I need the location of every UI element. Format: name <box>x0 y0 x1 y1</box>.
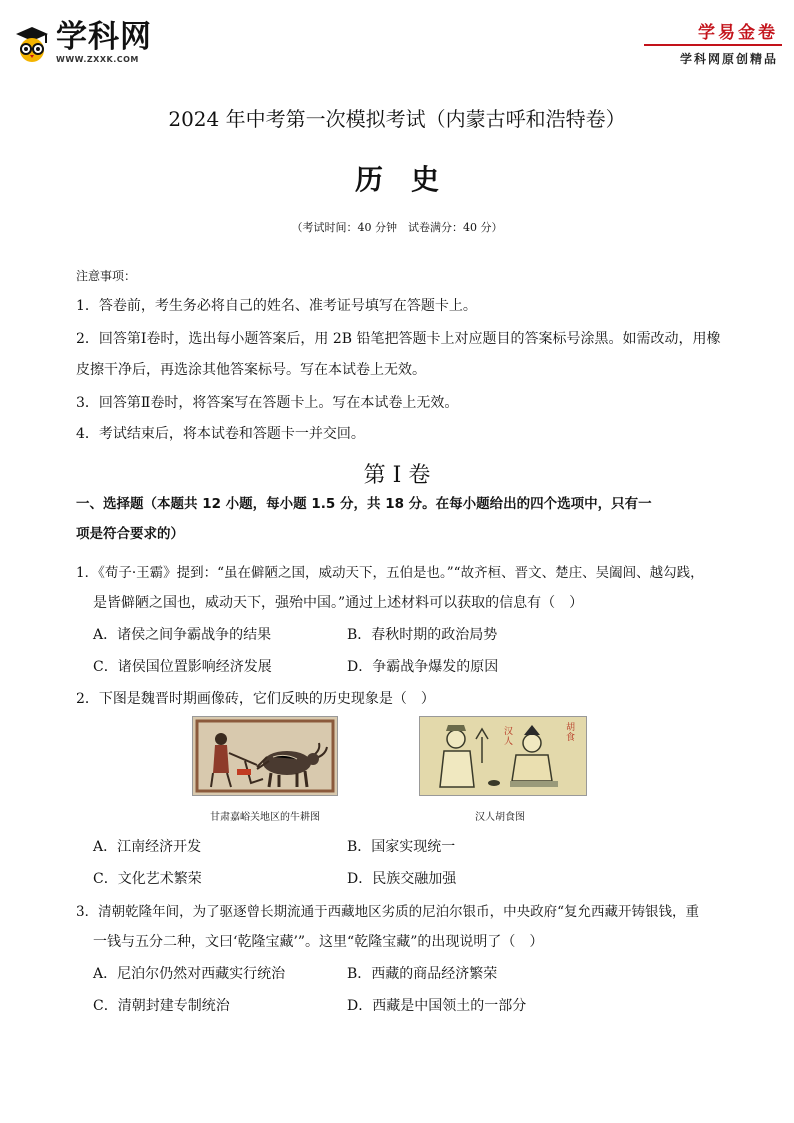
brand-subtitle: 学科网原创精品 <box>679 52 778 66</box>
brand-divider <box>644 44 782 46</box>
brand-title: 学易金卷 <box>698 23 778 43</box>
image-label-han-people: 汉人 <box>504 727 514 747</box>
ox-plowing-brick-image <box>192 716 338 796</box>
note-item: 1．答卷前，考生务必将自己的姓名、准考证号填写在答题卡上。 <box>76 298 477 314</box>
question-3-stem: 3．清朝乾隆年间，为了驱逐曾长期流通于西藏地区劣质的尼泊尔银币，中央政府“复允西藏开铸银钱，重 <box>76 904 699 920</box>
section-instruction-continued: 项是符合要求的） <box>76 526 184 542</box>
note-item: 4．考试结束后，将本试卷和答题卡一并交回。 <box>76 426 365 442</box>
question-2-option-a[interactable]: A．江南经济开发 <box>93 839 202 855</box>
question-1-stem-continued: 是皆僻陋之国也，威动天下，强殆中国。”通过上述材料可以获取的信息有（ ） <box>93 595 584 611</box>
question-3-option-c[interactable]: C．清朝封建专制统治 <box>93 998 230 1014</box>
question-2-option-c[interactable]: C．文化艺术繁荣 <box>93 871 202 887</box>
exam-title: 2024 年中考第一次模拟考试（内蒙古呼和浩特卷） <box>168 107 626 131</box>
brand-block <box>630 18 782 70</box>
image-label-hu-food: 胡食 <box>566 723 576 743</box>
question-3-option-a[interactable]: A．尼泊尔仍然对西藏实行统治 <box>93 966 286 982</box>
question-2-option-b[interactable]: B．国家实现统一 <box>347 839 456 855</box>
question-3-option-b[interactable]: B．西藏的商品经济繁荣 <box>347 966 498 982</box>
question-2-option-d[interactable]: D．民族交融加强 <box>347 871 457 887</box>
question-1-option-c[interactable]: C．诸侯国位置影响经济发展 <box>93 659 272 675</box>
note-item: 2．回答第Ⅰ卷时，选出每小题答案后，用 2B 铅笔把答题卡上对应题目的答案标号涂黑。如需改动，用橡 <box>76 331 721 347</box>
notes-heading: 注意事项： <box>76 269 137 283</box>
section-title: 第 I 卷 <box>363 463 431 488</box>
ox-plowing-illustration <box>193 717 337 795</box>
question-3-stem-continued: 一钱与五分二种，文曰‘乾隆宝藏’”。这里“乾隆宝藏”的出现说明了（ ） <box>93 934 544 950</box>
question-1-stem: 1．《荀子·王霸》提到：“虽在僻陋之国，威动天下，五伯是也。”“故齐桓、晋文、楚庄、吴阖闾、越勾践， <box>76 565 704 581</box>
exam-time-info: （考试时间：40 分钟 试卷满分：40 分） <box>291 221 503 234</box>
site-logo[interactable] <box>12 20 162 66</box>
han-hu-food-caption: 汉人胡食图 <box>475 812 525 823</box>
note-item-continued: 皮擦干净后，再选涂其他答案标号。写在本试卷上无效。 <box>76 362 426 378</box>
section-instruction: 一、选择题（本题共 12 小题，每小题 1.5 分，共 18 分。在每小题给出的四个选项中，只有一 <box>76 496 652 512</box>
logo-text: 学科网 <box>56 19 152 55</box>
owl-logo-icon <box>12 24 52 64</box>
han-hu-food-brick-image <box>419 716 587 796</box>
subject-title: 历史 <box>354 163 467 196</box>
question-2-stem: 2．下图是魏晋时期画像砖，它们反映的历史现象是（ ） <box>76 691 435 707</box>
question-1-option-d[interactable]: D．争霸战争爆发的原因 <box>347 659 499 675</box>
logo-url: WWW.ZXXK.COM <box>56 55 139 64</box>
question-1-option-b[interactable]: B．春秋时期的政治局势 <box>347 627 498 643</box>
question-1-option-a[interactable]: A．诸侯之间争霸战争的结果 <box>93 627 272 643</box>
ox-plowing-caption: 甘肃嘉峪关地区的牛耕图 <box>210 812 320 823</box>
question-3-option-d[interactable]: D．西藏是中国领土的一部分 <box>347 998 527 1014</box>
note-item: 3．回答第Ⅱ卷时，将答案写在答题卡上。写在本试卷上无效。 <box>76 395 459 411</box>
han-hu-food-illustration <box>420 717 586 795</box>
